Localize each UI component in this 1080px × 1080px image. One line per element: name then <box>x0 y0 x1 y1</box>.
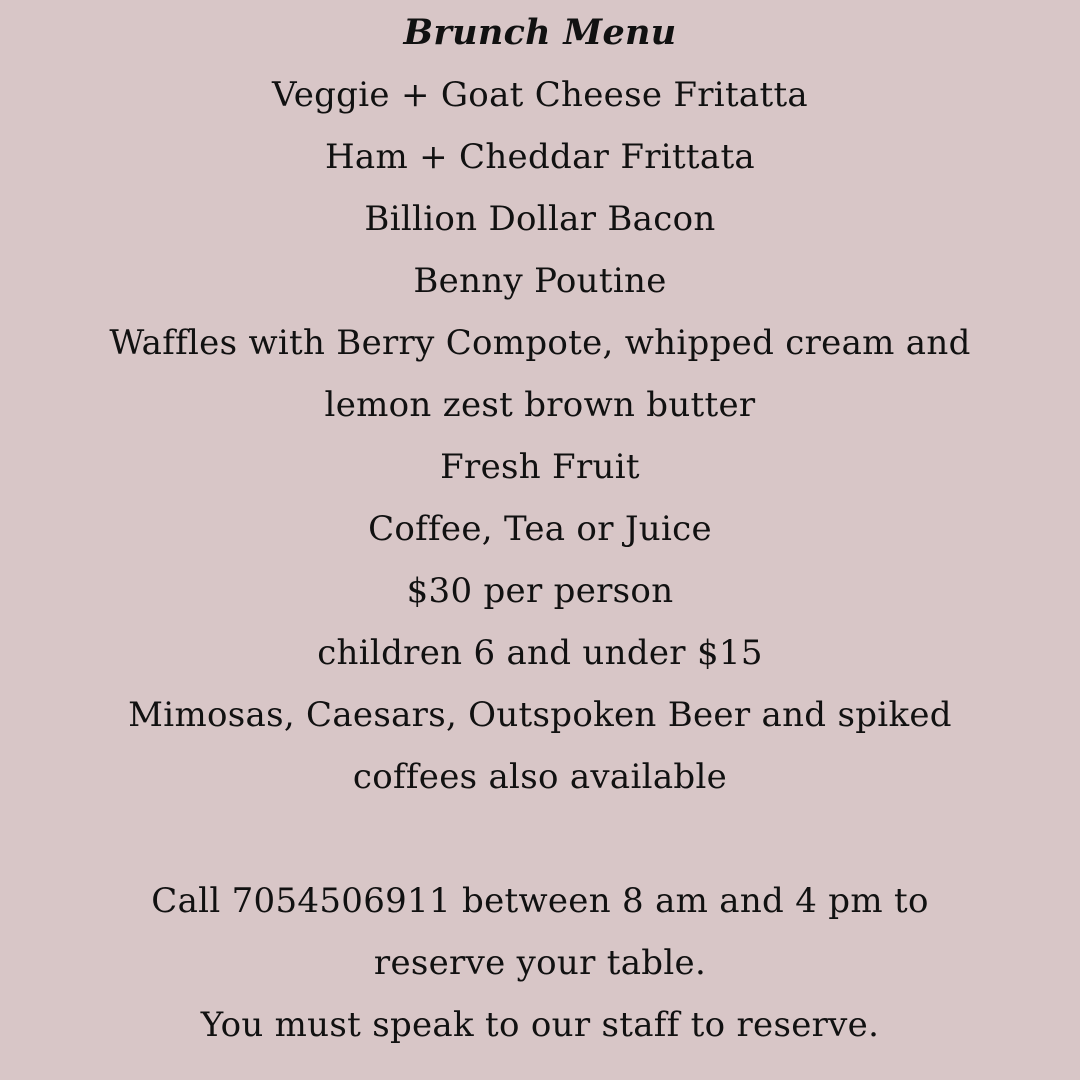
drinks-line-1: Mimosas, Caesars, Outspoken Beer and spiked <box>128 695 952 735</box>
menu-item-bacon: Billion Dollar Bacon <box>364 199 716 239</box>
menu-item-benny-poutine: Benny Poutine <box>413 261 667 301</box>
reservation-line-1: Call 7054506911 between 8 am and 4 pm to <box>151 881 929 921</box>
children-price: children 6 and under $15 <box>317 633 763 673</box>
menu-item-ham-frittata: Ham + Cheddar Frittata <box>324 137 755 177</box>
section-spacer <box>0 808 1080 870</box>
menu-item-beverages: Coffee, Tea or Juice <box>368 509 712 549</box>
menu-item-veggie-fritatta: Veggie + Goat Cheese Fritatta <box>271 75 809 115</box>
price-per-person: $30 per person <box>406 571 674 611</box>
menu-item-waffles-line-2: lemon zest brown butter <box>324 385 756 425</box>
reservation-line-2: reserve your table. <box>373 943 707 983</box>
reservation-line-3: You must speak to our staff to reserve. <box>200 1005 880 1045</box>
menu-item-fresh-fruit: Fresh Fruit <box>440 447 640 487</box>
drinks-line-2: coffees also available <box>352 757 728 797</box>
menu-title: Brunch Menu <box>403 12 677 53</box>
menu-item-waffles-line-1: Waffles with Berry Compote, whipped cream and <box>109 323 971 363</box>
